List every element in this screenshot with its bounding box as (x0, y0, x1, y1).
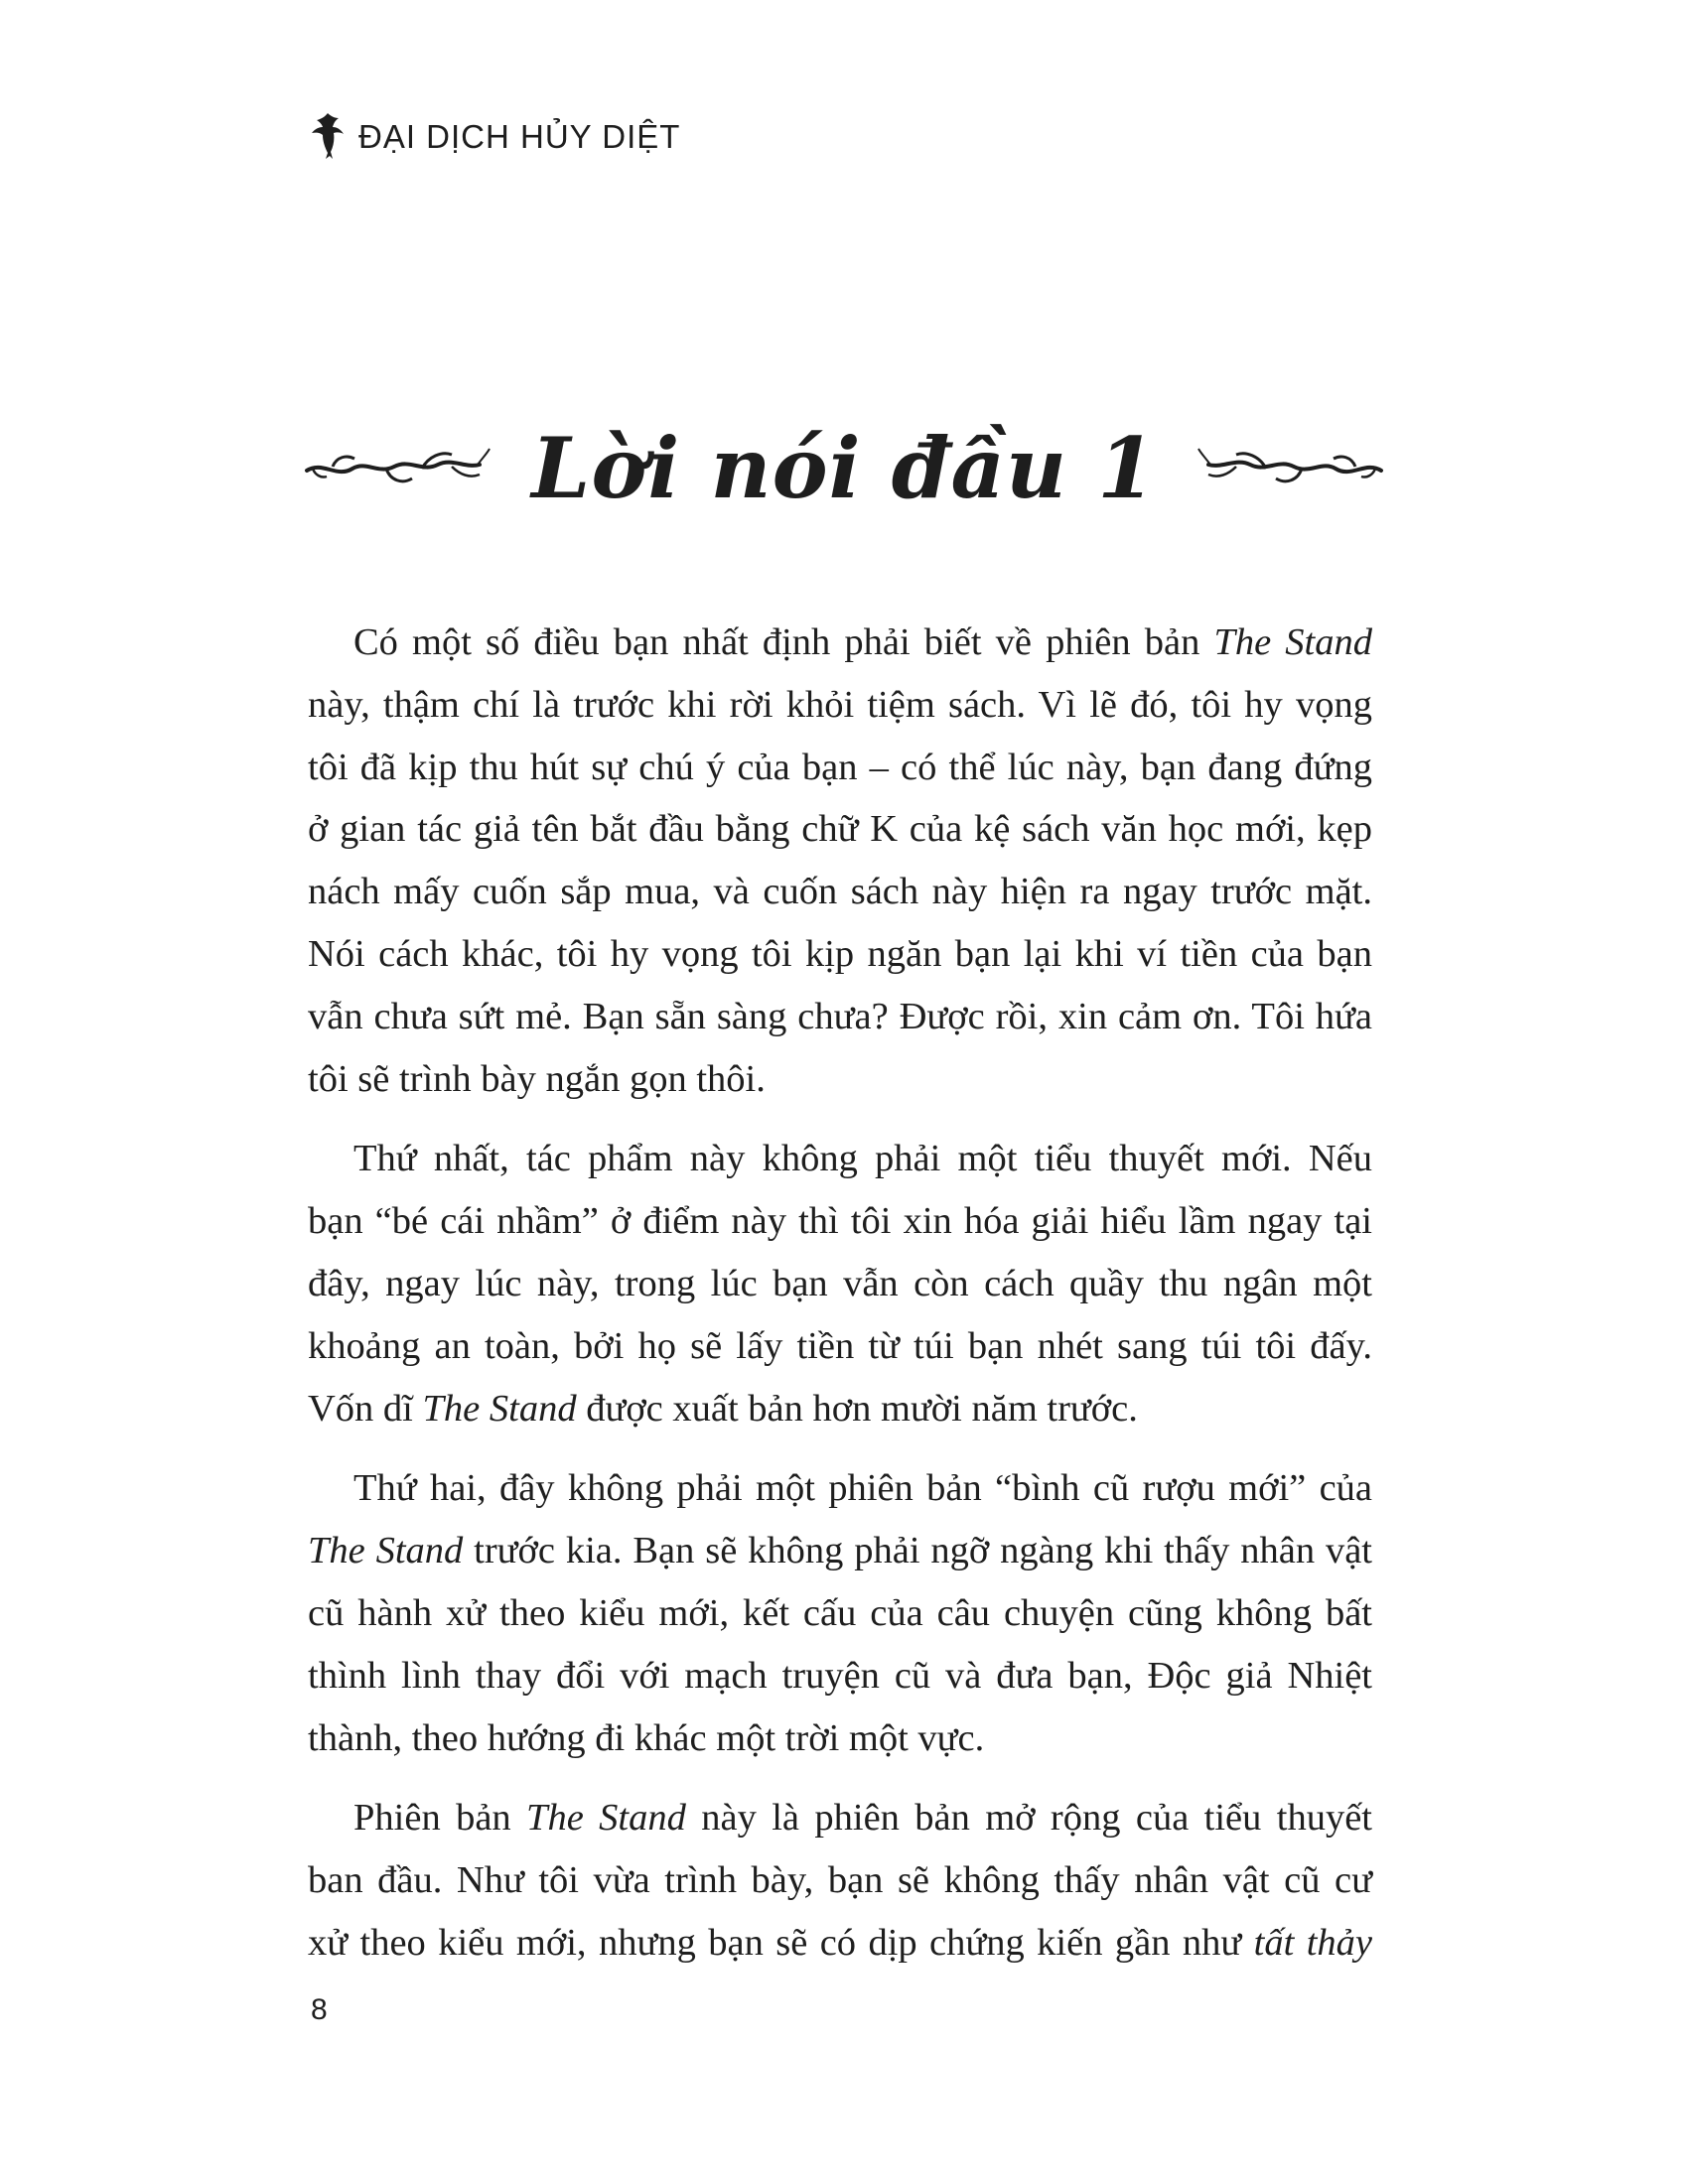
text-line (308, 612, 1372, 674)
paragraph (308, 612, 1372, 1110)
text-run: tôi sẽ trình bày ngắn gọn thôi. (308, 1057, 766, 1100)
text-run: vẫn chưa sứt mẻ. Bạn sẵn sàng chưa? Được rồi, xin cảm ơn. Tôi hứa (308, 995, 1372, 1037)
text-run: được xuất bản hơn mười năm trước. (576, 1387, 1138, 1430)
text-run: ở gian tác giả tên bắt đầu bằng chữ K của kệ sách văn học mới, kẹp (308, 808, 1372, 851)
text-run: bạn “bé cái nhầm” ở điểm này thì tôi xin hóa giải hiểu lầm ngay tại (308, 1200, 1372, 1243)
text-run: này là phiên bản mở rộng của tiểu thuyết (685, 1797, 1372, 1840)
text-line (308, 1315, 1372, 1378)
text-line (308, 1645, 1372, 1707)
running-title: ĐẠI DỊCH HỦY DIỆT (358, 117, 681, 155)
italic-title: The Stand (308, 1530, 464, 1572)
text-run: Thứ hai, đây không phải một phiên bản “bình cũ rượu mới” của (353, 1467, 1372, 1510)
text-line (308, 1190, 1372, 1253)
text-run: Nói cách khác, tôi hy vọng tôi kịp ngăn bạn lại khi ví tiền của bạn (308, 932, 1372, 975)
text-line (308, 1912, 1372, 1975)
italic-title: The Stand (526, 1797, 686, 1840)
text-line (308, 861, 1372, 923)
text-run: này, thậm chí là trước khi rời khỏi tiệm sách. Vì lẽ đó, tôi hy vọng (308, 683, 1372, 726)
text-line (308, 1128, 1372, 1190)
text-run: Phiên bản (353, 1797, 527, 1840)
text-run: đây, ngay lúc này, trong lúc bạn vẫn còn cách quầy thu ngân một (308, 1262, 1372, 1304)
text-line (308, 1048, 1372, 1111)
text-run: ban đầu. Như tôi vừa trình bày, bạn sẽ không thấy nhân vật cũ cư (308, 1859, 1372, 1902)
italic-title: The Stand (422, 1387, 577, 1430)
body-text (308, 612, 1372, 1992)
text-run: thành, theo hướng đi khác một trời một vực. (308, 1716, 985, 1759)
text-run: Có một số điều bạn nhất định phải biết về phiên bản (353, 621, 1214, 663)
text-line (308, 1253, 1372, 1315)
text-run: Vốn dĩ (308, 1387, 423, 1430)
italic-title: tất thảy (1253, 1921, 1372, 1964)
flourish-left-icon (303, 439, 492, 498)
text-line (308, 1378, 1372, 1440)
text-run: tôi đã kịp thu hút sự chú ý của bạn – có thể lúc này, bạn đang đứng (308, 746, 1372, 788)
paragraph (308, 1787, 1372, 1974)
text-run: xử theo kiểu mới, nhưng bạn sẽ có dịp chứng kiến gần như (308, 1921, 1254, 1964)
text-line (308, 1457, 1372, 1520)
chapter-title: Lời nói đầu 1 (531, 419, 1157, 517)
paragraph (308, 1128, 1372, 1439)
text-run: trước kia. Bạn sẽ không phải ngỡ ngàng khi thấy nhân vật (463, 1530, 1372, 1572)
text-run: Thứ nhất, tác phẩm này không phải một tiểu thuyết mới. Nếu (353, 1138, 1372, 1180)
text-line (308, 1787, 1372, 1849)
text-run: thình lình thay đổi với mạch truyện cũ và đưa bạn, Độc giả Nhiệt (308, 1654, 1372, 1697)
text-run: nách mấy cuốn sắp mua, và cuốn sách này hiện ra ngay trước mặt. (308, 871, 1372, 913)
text-line (308, 737, 1372, 799)
chapter-heading (0, 419, 1688, 517)
text-line (308, 798, 1372, 861)
text-run: cũ hành xử theo kiểu mới, kết cấu của câu chuyện cũng không bất (308, 1591, 1372, 1634)
text-line (308, 986, 1372, 1048)
text-line (308, 1707, 1372, 1770)
text-line (308, 1849, 1372, 1912)
running-header (311, 111, 680, 161)
italic-title: The Stand (1213, 621, 1372, 663)
text-line (308, 1582, 1372, 1645)
page-number: 8 (311, 1993, 328, 2026)
flourish-right-icon (1196, 439, 1385, 498)
raven-icon (311, 111, 345, 161)
text-run: khoảng an toàn, bởi họ sẽ lấy tiền từ túi bạn nhét sang túi tôi đấy. (308, 1324, 1372, 1367)
text-line (308, 923, 1372, 986)
text-line (308, 674, 1372, 737)
text-line (308, 1520, 1372, 1582)
paragraph (308, 1457, 1372, 1769)
